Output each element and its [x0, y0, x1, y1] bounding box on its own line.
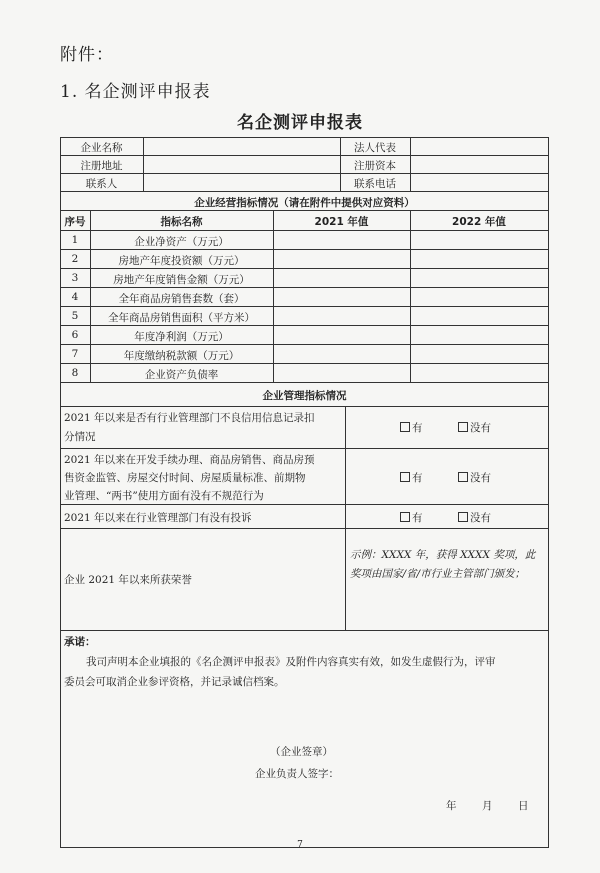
- section-title: 1. 名企测评申报表: [60, 82, 211, 102]
- legal-rep-label: 法人代表: [354, 142, 396, 154]
- honors-label: 企业 2021 年以来所获荣誉: [64, 574, 192, 586]
- row-name: 房地产年度投资额（万元）: [118, 255, 245, 267]
- q3-option-no[interactable]: 没有: [458, 510, 491, 525]
- honors-example: 示例：XXXX 年，获得 XXXX 奖项，此奖项由国家/省/市行业主管部门颁发；: [350, 549, 536, 580]
- q2-option-yes[interactable]: 有: [400, 470, 423, 485]
- management-section-title: 企业管理指标情况: [262, 390, 347, 402]
- reg-address-label: 注册地址: [80, 160, 123, 172]
- question-3: 2021 年以来在行业管理部门有没有投诉: [64, 512, 252, 524]
- checkbox-icon: [400, 422, 410, 432]
- col-header-2022: 2022 年值: [452, 216, 506, 228]
- row-no: 5: [71, 310, 79, 322]
- checkbox-icon: [400, 472, 410, 482]
- date-month: 月: [482, 800, 493, 812]
- checkbox-icon: [458, 422, 468, 432]
- row-name: 全年商品房销售套数（套）: [118, 293, 245, 305]
- checkbox-icon: [458, 512, 468, 522]
- form-title: 名企测评申报表: [237, 113, 363, 133]
- reg-capital-label: 注册资本: [354, 160, 396, 172]
- row-name: 年度净利润（万元）: [134, 331, 229, 343]
- row-name: 企业净资产（万元）: [134, 236, 229, 248]
- q3-option-yes[interactable]: 有: [400, 510, 423, 525]
- company-seal-label: （企业签章）: [270, 746, 333, 758]
- page-number: 7: [297, 840, 303, 850]
- col-header-no: 序号: [64, 216, 86, 228]
- row-name: 年度缴纳税款额（万元）: [123, 350, 240, 362]
- col-header-name: 指标名称: [160, 216, 203, 228]
- date-year: 年: [446, 800, 457, 812]
- question-2-line1: 2021 年以来在开发手续办理、商品房销售、商品房预: [64, 454, 315, 466]
- commitment-text-line2: 委员会可取消企业参评资格，并记录诚信档案。: [64, 676, 285, 688]
- question-2-line3: 业管理、“两书”使用方面有没有不规范行为: [64, 490, 264, 502]
- row-no: 6: [71, 329, 79, 341]
- row-no: 8: [71, 367, 79, 379]
- row-no: 1: [71, 234, 79, 246]
- q1-option-yes[interactable]: 有: [400, 420, 423, 435]
- q2-option-no[interactable]: 没有: [458, 470, 491, 485]
- row-no: 2: [71, 253, 79, 265]
- row-no: 3: [71, 272, 79, 284]
- row-no: 4: [71, 291, 79, 303]
- question-2-line2: 售资金监管、房屋交付时间、房屋质量标准、前期物: [64, 472, 306, 484]
- q1-option-no[interactable]: 没有: [458, 420, 491, 435]
- col-header-2021: 2021 年值: [314, 216, 369, 228]
- commitment-text-line1: 我司声明本企业填报的《名企测评申报表》及附件内容真实有效，如发生虚假行为，评审: [86, 656, 496, 668]
- contact-phone-label: 联系电话: [354, 178, 396, 190]
- date-day: 日: [518, 800, 529, 812]
- company-name-label: 企业名称: [80, 142, 123, 154]
- contact-label: 联系人: [85, 178, 118, 190]
- indicators-section-title: 企业经营指标情况（请在附件中提供对应资料）: [194, 197, 415, 209]
- question-1-line2: 分情况: [64, 431, 96, 443]
- question-1-line1: 2021 年以来是否有行业管理部门不良信用信息记录扣: [64, 412, 315, 424]
- row-name: 企业资产负债率: [144, 369, 219, 381]
- checkbox-icon: [458, 472, 468, 482]
- row-no: 7: [71, 348, 79, 360]
- attachment-label: 附件：: [60, 45, 114, 65]
- row-name: 房地产年度销售金额（万元）: [113, 274, 250, 286]
- signature-label: 企业负责人签字：: [255, 768, 339, 780]
- row-name: 全年商品房销售面积（平方米）: [108, 312, 255, 324]
- checkbox-icon: [400, 512, 410, 522]
- commitment-label: 承诺：: [64, 636, 96, 648]
